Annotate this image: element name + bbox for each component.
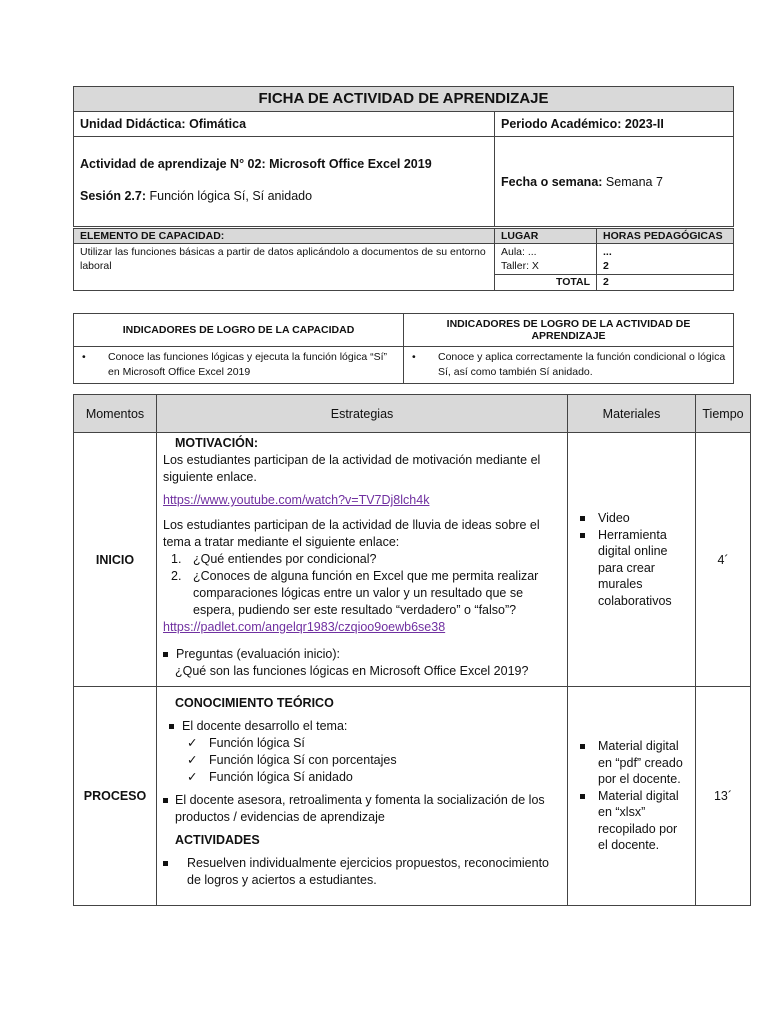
periodo-cell — [495, 112, 734, 137]
taller-label: Taller: X — [501, 260, 539, 272]
indicador-capacidad-text: Conoce las funciones lógicas y ejecuta la función lógica “Sí” en Microsoft Office Excel 2019 — [108, 351, 387, 378]
actividad-cell — [74, 137, 495, 227]
unidad-cell — [74, 112, 495, 137]
periodo-label: Periodo Académico: — [501, 117, 622, 131]
elemento-header: ELEMENTO DE CAPACIDAD: — [74, 229, 495, 244]
momento-proceso: PROCESO — [74, 687, 157, 906]
pregunta-1: ¿Qué entiendes por condicional? — [193, 552, 377, 566]
pregunta-number: 2. — [171, 569, 182, 583]
docente-asesora: El docente asesora, retroalimenta y fomenta la socialización de los productos / evidencias de aprendizaje — [175, 793, 545, 824]
check-icon: ✓ — [187, 770, 198, 784]
motivacion-text: Los estudiantes participan de la actividad de motivación mediante el siguiente enlace. — [163, 453, 541, 484]
horas-cell — [597, 244, 734, 275]
plan-table — [73, 394, 751, 906]
horas-taller: 2 — [603, 260, 609, 272]
material-xlsx: Material digital en “xlsx” recopilado por el docente. — [598, 788, 679, 853]
actividades-title: ACTIVIDADES — [175, 833, 260, 847]
bullet-icon: • — [82, 351, 86, 363]
square-bullet-icon — [580, 516, 585, 521]
document-title: FICHA DE ACTIVIDAD DE APRENDIZAJE — [74, 87, 734, 112]
lugar-cell — [495, 244, 597, 275]
capacidad-table — [73, 228, 734, 291]
materiales-inicio — [568, 433, 696, 687]
eval-question: ¿Qué son las funciones lógicas en Microsoft Office Excel 2019? — [175, 664, 529, 678]
momento-inicio: INICIO — [74, 433, 157, 687]
materiales-proceso — [568, 687, 696, 906]
estrategias-inicio — [157, 433, 568, 687]
motivacion-title: MOTIVACIÓN: — [175, 436, 259, 450]
material-herramienta: Herramienta digital online para crear murales colaborativos — [598, 527, 672, 608]
sesion-label: Sesión 2.7: — [80, 189, 146, 203]
fecha-cell — [495, 137, 734, 227]
check-icon: ✓ — [187, 753, 198, 767]
sesion-value: Función lógica Sí, Sí anidado — [149, 189, 313, 203]
tiempo-header: Tiempo — [696, 395, 751, 433]
estrategias-proceso — [157, 687, 568, 906]
indicador-capacidad-header: INDICADORES DE LOGRO DE LA CAPACIDAD — [74, 314, 404, 347]
lugar-header: LUGAR — [495, 229, 597, 244]
tema-3: Función lógica Sí anidado — [209, 770, 353, 784]
docente-tema: El docente desarrollo el tema: — [182, 719, 348, 733]
header-table — [73, 86, 734, 227]
square-bullet-icon — [163, 798, 168, 803]
materiales-header: Materiales — [568, 395, 696, 433]
square-bullet-icon — [580, 533, 585, 538]
tiempo-inicio: 4´ — [696, 433, 751, 687]
horas-header: HORAS PEDAGÓGICAS — [597, 229, 734, 244]
indicadores-table — [73, 313, 734, 384]
estrategias-header: Estrategias — [157, 395, 568, 433]
actividad-text: Resuelven individualmente ejercicios propuestos, reconocimiento de logros y aciertos a estudiantes. — [187, 856, 549, 887]
total-label: TOTAL — [495, 275, 597, 291]
fecha-label: Fecha o semana: — [501, 174, 603, 189]
actividad-value: Microsoft Office Excel 2019 — [269, 157, 432, 171]
eval-label: Preguntas (evaluación inicio): — [176, 647, 340, 661]
bullet-icon: • — [412, 351, 416, 363]
total-value: 2 — [597, 275, 734, 291]
aula-label: Aula: ... — [501, 246, 537, 258]
square-bullet-icon — [580, 744, 585, 749]
indicador-capacidad-cell — [74, 347, 404, 384]
conocimiento-title: CONOCIMIENTO TEÓRICO — [175, 696, 334, 710]
lluvia-text: Los estudiantes participan de la actividad de lluvia de ideas sobre el tema a tratar mediante el siguiente enlace: — [163, 518, 540, 549]
unidad-label: Unidad Didáctica: — [80, 117, 186, 131]
pregunta-number: 1. — [171, 552, 182, 566]
padlet-link[interactable]: https://padlet.com/angelqr1983/czqioo9oewb6se38 — [163, 620, 446, 634]
square-bullet-icon — [163, 652, 168, 657]
fecha-value: Semana 7 — [605, 174, 663, 189]
actividad-label: Actividad de aprendizaje N° 02: — [80, 157, 266, 171]
indicador-actividad-cell — [404, 347, 734, 384]
indicador-actividad-header: INDICADORES DE LOGRO DE LA ACTIVIDAD DE APRENDIZAJE — [404, 314, 734, 347]
horas-aula: ... — [603, 246, 612, 258]
unidad-value: Ofimática — [189, 117, 247, 131]
periodo-value: 2023-II — [624, 117, 664, 131]
material-pdf: Material digital en “pdf” creado por el docente. — [598, 739, 683, 787]
elemento-text: Utilizar las funciones básicas a partir de datos aplicándolo a documentos de su entorno laboral — [74, 244, 495, 291]
square-bullet-icon — [580, 794, 585, 799]
tiempo-proceso: 13´ — [696, 687, 751, 906]
indicador-actividad-text: Conoce y aplica correctamente la función condicional o lógica Sí, así como también Sí anidado. — [438, 351, 726, 378]
momentos-header: Momentos — [74, 395, 157, 433]
square-bullet-icon — [169, 724, 174, 729]
tema-1: Función lógica Sí — [209, 736, 305, 750]
tema-2: Función lógica Sí con porcentajes — [209, 753, 397, 767]
material-video: Video — [598, 511, 630, 525]
check-icon: ✓ — [187, 736, 198, 750]
pregunta-2: ¿Conoces de alguna función en Excel que me permita realizar comparaciones lógicas entre un valor y un resultado que se espera, pudiendo ser este resultado “verdadero” o “falso”? — [193, 569, 539, 617]
youtube-link[interactable]: https://www.youtube.com/watch?v=TV7Dj8lch4k — [163, 493, 430, 507]
square-bullet-icon — [163, 861, 168, 866]
